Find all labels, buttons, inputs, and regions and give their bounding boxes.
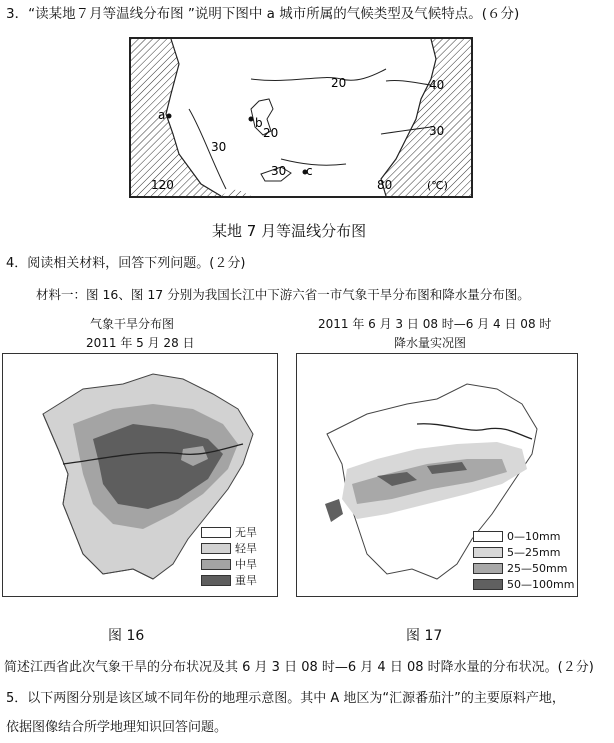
fig16-legend-0: 无旱 (201, 524, 257, 540)
svg-text:20: 20 (331, 76, 347, 90)
fig16-legend-2: 中旱 (201, 556, 257, 572)
fig17-caption: 图 17 (406, 628, 443, 644)
label-c: c (306, 164, 313, 178)
isotherm-map (129, 37, 473, 198)
question-5-line1: 5．以下两图分别是该区域不同年份的地理示意图。其中 A 地区为“汇源番茄汁”的主要原料产地， (6, 691, 565, 706)
city-a (167, 114, 172, 119)
isotherm-map-caption: 某地 7 月等温线分布图 (212, 222, 367, 240)
fig16-legend-3: 重旱 (201, 572, 257, 588)
svg-text:40: 40 (429, 78, 445, 92)
fig16-date: 2011 年 5 月 28 日 (86, 336, 195, 350)
fig17-legend-2: 25—50mm (473, 562, 567, 575)
fig17-legend-1: 5—25mm (473, 546, 560, 559)
fig17-title: 2011 年 6 月 3 日 08 时—6 月 4 日 08 时 (318, 317, 552, 331)
label-a: a (158, 108, 166, 122)
sea-east (381, 39, 471, 196)
question-5-line2: 依据图像结合所学地理知识回答问题。 (6, 720, 228, 735)
question-4-description: 简述江西省此次气象干旱的分布状况及其 6 月 3 日 08 时—6 月 4 日 08 时降水量的分布状况。(２分) (4, 660, 594, 675)
svg-text:30: 30 (429, 124, 445, 138)
question-3: 3．“读某地７月等温线分布图 ”说明下图中 a 城市所属的气候类型及气候特点。(６分) (6, 6, 520, 22)
sea-south (221, 189, 251, 196)
fig16-legend-1: 轻旱 (201, 540, 257, 556)
svg-text:80: 80 (377, 178, 393, 192)
drought-map (2, 353, 278, 597)
fig16-caption: 图 16 (108, 628, 145, 644)
material-1: 材料一：图 16、图 17 分别为我国长江中下游六省一市气象干旱分布图和降水量分布图。 (36, 287, 530, 302)
svg-text:30: 30 (211, 140, 227, 154)
fig17-subtitle: 降水量实况图 (394, 336, 467, 350)
city-b (249, 117, 254, 122)
sea-west (131, 39, 221, 196)
precipitation-map (296, 353, 578, 597)
svg-text:30: 30 (271, 164, 287, 178)
fig17-legend-0: 0—10mm (473, 530, 560, 543)
svg-text:120: 120 (151, 178, 174, 192)
label-b: b (255, 116, 263, 130)
svg-text:20: 20 (263, 126, 279, 140)
svg-text:(℃): (℃) (427, 179, 448, 192)
question-4: 4．阅读相关材料，回答下列问题。(２分) (6, 256, 246, 271)
fig16-title: 气象干旱分布图 (90, 317, 175, 331)
fig17-legend-3: 50—100mm (473, 578, 574, 591)
